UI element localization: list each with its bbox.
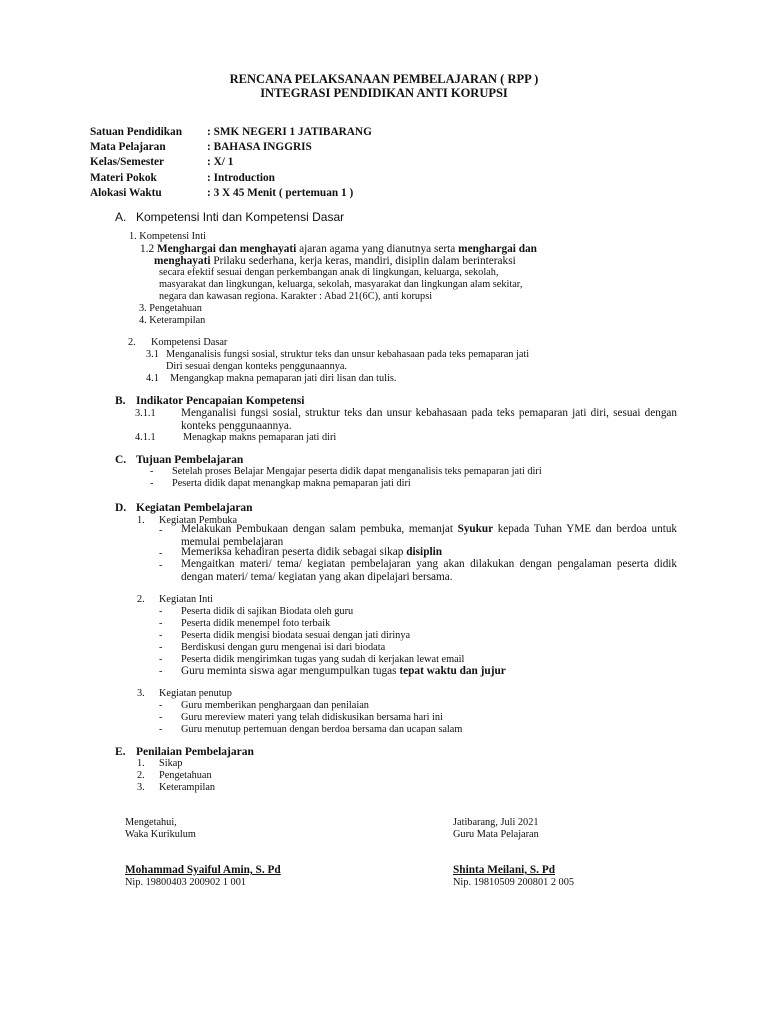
inti-item: Peserta didik menempel foto terbaik: [181, 618, 331, 629]
sign-right-line2: Guru Mata Pelajaran: [453, 829, 539, 840]
doc-title-line2: INTEGRASI PENDIDIKAN ANTI KORUPSI: [260, 86, 508, 100]
dash-bullet: -: [159, 525, 163, 536]
section-b-heading: Indikator Pencapaian Kompetensi: [136, 395, 305, 407]
section-c-heading: Tujuan Pembelajaran: [136, 454, 244, 466]
sign-left-nip: Nip. 19800403 200902 1 001: [125, 877, 246, 888]
ki-1-2-line3: secara efektif sesuai dengan perkembangan anak di lingkungan, keluarga, sekolah,: [159, 267, 499, 278]
sign-right-nip: Nip. 19810509 200801 2 005: [453, 877, 574, 888]
section-e-letter: E.: [115, 746, 126, 758]
mapel-label: Mata Pelajaran: [90, 141, 166, 153]
sign-right-name: Shinta Meilani, S. Pd: [453, 864, 556, 876]
penutup-title: Kegiatan penutup: [159, 688, 232, 699]
dash-bullet: -: [159, 712, 163, 723]
satuan-value: : SMK NEGERI 1 JATIBARANG: [207, 126, 372, 138]
penutup-item: Guru mereview materi yang telah didiskusikan bersama hari ini: [181, 712, 443, 723]
ind-3-1-1-num: 3.1.1: [135, 408, 156, 419]
sign-left-line1: Mengetahui,: [125, 817, 177, 828]
kelas-label: Kelas/Semester: [90, 156, 165, 168]
inti-title: Kegiatan Inti: [159, 594, 214, 605]
kelas-value: : X/ 1: [207, 156, 234, 168]
ki-1-2-line1: 1.2 Menghargai dan menghayati ajaran agama yang dianutnya serta menghargai dan: [140, 243, 537, 255]
sign-left-line2: Waka Kurikulum: [125, 829, 196, 840]
ki-1-2-line5: negara dan kawasan regiona. Karakter : Abad 21(6C), anti korupsi: [159, 291, 433, 302]
materi-label: Materi Pokok: [90, 172, 157, 184]
pembuka-item-2: Memeriksa kehadiran peserta didik sebagai sikap disiplin: [181, 546, 443, 558]
kd-3-1-line2: Diri sesuai dengan konteks penggunaannya.: [166, 361, 348, 372]
ki-title: 1. Kompetensi Inti: [129, 231, 206, 242]
ind-3-1-1-text: Menganalisi fungsi sosial, struktur teks dan unsur kebahasaan pada teks pemaparan jati diri, sesuai dengan konteks penggunaannya.: [181, 407, 677, 432]
ki-3: 3. Pengetahuan: [139, 303, 202, 314]
section-e-heading: Penilaian Pembelajaran: [136, 746, 254, 758]
dash-bullet: -: [159, 560, 163, 571]
dash-bullet: -: [159, 548, 163, 559]
section-c-letter: C.: [115, 454, 127, 466]
ki-1-2-line4: masyarakat dan lingkungan, keluarga, sekolah, masyarakat dan lingkungan alam sekitar,: [159, 279, 523, 290]
kd-3-1-num: 3.1: [146, 349, 159, 360]
materi-value: : Introduction: [207, 172, 275, 184]
dash-bullet: -: [150, 466, 154, 477]
kd-num: 2.: [128, 337, 136, 348]
doc-title-line1: RENCANA PELAKSANAAN PEMBELAJARAN ( RPP ): [229, 72, 539, 86]
pembuka-num: 1.: [137, 515, 145, 526]
dash-bullet: -: [159, 606, 163, 617]
alokasi-value: : 3 X 45 Menit ( pertemuan 1 ): [207, 187, 354, 199]
penutup-item: Guru menutup pertemuan dengan berdoa bersama dan ucapan salam: [181, 724, 463, 735]
inti-item: Peserta didik mengirimkan tugas yang sudah di kerjakan lewat email: [181, 654, 465, 665]
section-d-heading: Kegiatan Pembelajaran: [136, 502, 253, 514]
kd-4-1-text: Mengangkap makna pemaparan jati diri lisan dan tulis.: [170, 373, 397, 384]
dash-bullet: -: [159, 700, 163, 711]
penilaian-num: 2.: [137, 770, 145, 781]
kd-4-1-num: 4.1: [146, 373, 159, 384]
kd-3-1-line1: Menganalisis fungsi sosial, struktur teks dan unsur kebahasaan pada teks pemaparan jati: [166, 349, 530, 360]
inti-num: 2.: [137, 594, 145, 605]
ki-4: 4. Keterampilan: [139, 315, 206, 326]
pembuka-title: Kegiatan Pembuka: [159, 515, 238, 526]
inti-item: Peserta didik mengisi biodata sesuai dengan jati dirinya: [181, 630, 411, 641]
tujuan-item: Peserta didik dapat menangkap makna pemaparan jati diri: [172, 478, 411, 489]
ind-4-1-1-text: Menagkap makns pemaparan jati diri: [183, 432, 337, 443]
dash-bullet: -: [150, 478, 154, 489]
penilaian-item: Sikap: [159, 758, 183, 769]
pembuka-item-3: Mengaitkan materi/ tema/ kegiatan pembelajaran yang akan dilakukan dengan pengalaman peserta didik dengan materi/ tema/ kegiatan yang akan dipelajari bersama.: [181, 558, 677, 583]
tujuan-item: Setelah proses Belajar Mengajar peserta didik dapat menganalisis teks pemaparan jati diri: [172, 466, 542, 477]
dash-bullet: -: [159, 642, 163, 653]
inti-item: Berdiskusi dengan guru mengenai isi dari biodata: [181, 642, 386, 653]
section-a-heading: Kompetensi Inti dan Kompetensi Dasar: [136, 210, 345, 224]
dash-bullet: -: [159, 666, 163, 677]
alokasi-label: Alokasi Waktu: [90, 187, 162, 199]
satuan-label: Satuan Pendidikan: [90, 126, 182, 138]
penilaian-item: Keterampilan: [159, 782, 216, 793]
pembuka-item-1: Melakukan Pembukaan dengan salam pembuka, memanjat Syukur kepada Tuhan YME dan berdoa untuk memulai pembelajaran: [181, 523, 678, 548]
dash-bullet: -: [159, 630, 163, 641]
dash-bullet: -: [159, 654, 163, 665]
sign-left-name: Mohammad Syaiful Amin, S. Pd: [125, 864, 281, 876]
ind-4-1-1-num: 4.1.1: [135, 432, 156, 443]
section-a-letter: A.: [115, 210, 127, 224]
penilaian-item: Pengetahuan: [159, 770, 212, 781]
penilaian-num: 1.: [137, 758, 145, 769]
kd-title: Kompetensi Dasar: [151, 337, 228, 348]
section-d-letter: D.: [115, 502, 127, 514]
penutup-num: 3.: [137, 688, 145, 699]
section-b-letter: B.: [115, 395, 126, 407]
penilaian-num: 3.: [137, 782, 145, 793]
dash-bullet: -: [159, 724, 163, 735]
inti-item: Peserta didik di sajikan Biodata oleh guru: [181, 606, 354, 617]
mapel-value: : BAHASA INGGRIS: [207, 141, 312, 153]
dash-bullet: -: [159, 618, 163, 629]
sign-right-line1: Jatibarang, Juli 2021: [453, 817, 539, 828]
ki-1-2-line2: menghayati Prilaku sederhana, kerja keras, mandiri, disiplin dalam berinteraksi: [154, 255, 516, 267]
penutup-item: Guru memberikan penghargaan dan penilaian: [181, 700, 369, 711]
inti-item-last: Guru meminta siswa agar mengumpulkan tugas tepat waktu dan jujur: [181, 665, 506, 677]
